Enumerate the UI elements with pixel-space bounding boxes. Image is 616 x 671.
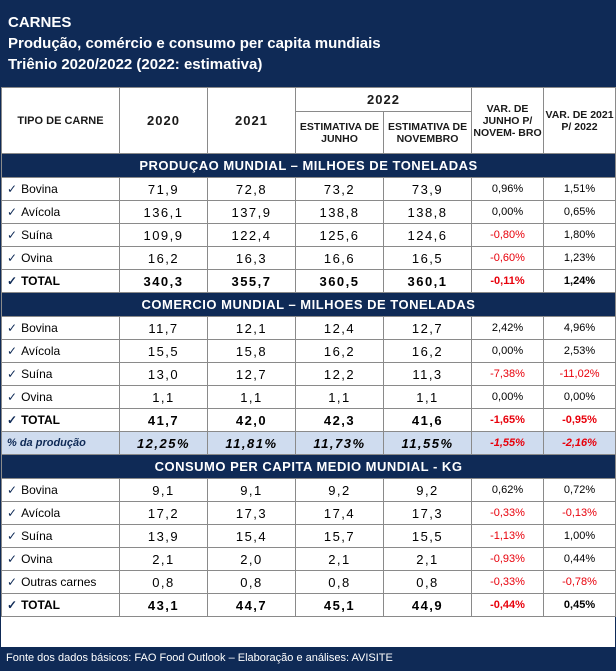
check-icon: ✓ (7, 413, 18, 427)
row-label-cell (2, 432, 120, 455)
table-row (2, 525, 616, 548)
value-jun: 17,4 (296, 502, 384, 525)
section-title: COMERCIO MUNDIAL – MILHOES DE TONELADAS (2, 293, 616, 317)
value-v2020: 13,9 (120, 525, 208, 548)
header-var-junho: VAR. DE JUNHO P/ NOVEM- BRO (472, 88, 544, 154)
value-v2021: 11,81% (208, 432, 296, 455)
row-label-cell (2, 525, 120, 548)
section-header-row (2, 154, 616, 178)
row-label: % da produção (7, 437, 86, 449)
value-nov: 11,3 (384, 363, 472, 386)
value-jun: 42,3 (296, 409, 384, 432)
check-icon: ✓ (7, 598, 18, 612)
row-label: Avícola (21, 205, 61, 219)
pct-var-2021: 1,00% (544, 525, 616, 548)
value-nov: 124,6 (384, 224, 472, 247)
row-label: Bovina (21, 321, 58, 335)
header-2022: 2022 (296, 88, 472, 112)
value-nov: 15,5 (384, 525, 472, 548)
row-label-cell (2, 201, 120, 224)
row-label: Ovina (21, 390, 53, 404)
value-jun: 0,8 (296, 571, 384, 594)
value-jun: 125,6 (296, 224, 384, 247)
value-v2020: 2,1 (120, 548, 208, 571)
value-jun: 45,1 (296, 594, 384, 617)
value-jun: 12,4 (296, 317, 384, 340)
value-nov: 16,5 (384, 247, 472, 270)
check-icon: ✓ (7, 251, 18, 265)
table-row (2, 178, 616, 201)
pct-var-jun: -0,11% (472, 270, 544, 293)
row-label: Bovina (21, 182, 58, 196)
value-v2020: 15,5 (120, 340, 208, 363)
value-nov: 17,3 (384, 502, 472, 525)
pct-var-2021: 1,51% (544, 178, 616, 201)
pct-var-jun: 0,00% (472, 201, 544, 224)
row-label-cell (2, 386, 120, 409)
value-nov: 360,1 (384, 270, 472, 293)
row-label-cell (2, 409, 120, 432)
table-row (2, 224, 616, 247)
pct-var-2021: 0,65% (544, 201, 616, 224)
value-nov: 41,6 (384, 409, 472, 432)
value-v2020: 11,7 (120, 317, 208, 340)
pct-var-jun: -7,38% (472, 363, 544, 386)
header-row-1 (2, 88, 616, 112)
header-var-2021: VAR. DE 2021 P/ 2022 (544, 88, 616, 154)
pct-var-jun: 0,96% (472, 178, 544, 201)
value-jun: 11,73% (296, 432, 384, 455)
check-icon: ✓ (7, 390, 18, 404)
value-jun: 9,2 (296, 479, 384, 502)
value-nov: 73,9 (384, 178, 472, 201)
value-jun: 1,1 (296, 386, 384, 409)
pct-var-jun: -1,13% (472, 525, 544, 548)
value-nov: 9,2 (384, 479, 472, 502)
row-label: Ovina (21, 251, 53, 265)
pct-var-2021: 0,72% (544, 479, 616, 502)
pct-var-2021: -11,02% (544, 363, 616, 386)
value-v2021: 9,1 (208, 479, 296, 502)
pct-var-jun: -0,93% (472, 548, 544, 571)
pct-var-2021: 4,96% (544, 317, 616, 340)
value-v2020: 71,9 (120, 178, 208, 201)
header-est-junho: ESTIMATIVA DE JUNHO (296, 112, 384, 154)
value-v2021: 44,7 (208, 594, 296, 617)
row-label: Outras carnes (21, 575, 97, 589)
row-label: Suína (21, 367, 53, 381)
value-v2021: 15,4 (208, 525, 296, 548)
row-label-cell (2, 247, 120, 270)
table-row (2, 502, 616, 525)
table-row (2, 548, 616, 571)
value-v2020: 1,1 (120, 386, 208, 409)
header-2020: 2020 (120, 88, 208, 154)
pct-var-jun: -0,33% (472, 502, 544, 525)
pct-var-jun: -0,60% (472, 247, 544, 270)
value-nov: 44,9 (384, 594, 472, 617)
table-row (2, 386, 616, 409)
pct-var-jun: 0,62% (472, 479, 544, 502)
check-icon: ✓ (7, 344, 18, 358)
pct-var-jun: -0,80% (472, 224, 544, 247)
value-v2021: 15,8 (208, 340, 296, 363)
pct-var-jun: 0,00% (472, 386, 544, 409)
check-icon: ✓ (7, 321, 18, 335)
pct-var-2021: 0,44% (544, 548, 616, 571)
value-jun: 16,6 (296, 247, 384, 270)
row-label-cell (2, 548, 120, 571)
check-icon: ✓ (7, 506, 18, 520)
row-label: Suína (21, 529, 53, 543)
pct-var-2021: -0,95% (544, 409, 616, 432)
value-v2020: 41,7 (120, 409, 208, 432)
title-block (1, 1, 615, 87)
source-footer: Fonte dos dados básicos: FAO Food Outlook – Elaboração e análises: AVISITE (1, 647, 615, 670)
pct-var-2021: 1,24% (544, 270, 616, 293)
row-label-cell (2, 502, 120, 525)
value-v2021: 17,3 (208, 502, 296, 525)
check-icon: ✓ (7, 483, 18, 497)
row-label-cell (2, 178, 120, 201)
title-line-2: Produção, comércio e consumo per capita mundiais (8, 35, 381, 52)
value-jun: 15,7 (296, 525, 384, 548)
row-label: TOTAL (21, 413, 60, 427)
value-v2020: 136,1 (120, 201, 208, 224)
value-v2020: 16,2 (120, 247, 208, 270)
value-nov: 1,1 (384, 386, 472, 409)
value-jun: 16,2 (296, 340, 384, 363)
pct-var-jun: -1,65% (472, 409, 544, 432)
section-header-row (2, 455, 616, 479)
value-jun: 12,2 (296, 363, 384, 386)
value-v2021: 42,0 (208, 409, 296, 432)
table-row (2, 247, 616, 270)
value-v2021: 12,7 (208, 363, 296, 386)
value-v2021: 16,3 (208, 247, 296, 270)
value-nov: 2,1 (384, 548, 472, 571)
table-row (2, 201, 616, 224)
value-v2020: 43,1 (120, 594, 208, 617)
value-nov: 0,8 (384, 571, 472, 594)
check-icon: ✓ (7, 205, 18, 219)
value-nov: 16,2 (384, 340, 472, 363)
value-nov: 138,8 (384, 201, 472, 224)
value-v2020: 0,8 (120, 571, 208, 594)
table-row (2, 340, 616, 363)
row-label-cell (2, 270, 120, 293)
value-v2020: 17,2 (120, 502, 208, 525)
total-row (2, 409, 616, 432)
value-v2020: 12,25% (120, 432, 208, 455)
value-v2021: 2,0 (208, 548, 296, 571)
value-v2021: 0,8 (208, 571, 296, 594)
row-label: Bovina (21, 483, 58, 497)
check-icon: ✓ (7, 274, 18, 288)
header-tipo: TIPO DE CARNE (2, 88, 120, 154)
value-jun: 138,8 (296, 201, 384, 224)
row-label-cell (2, 340, 120, 363)
value-v2021: 1,1 (208, 386, 296, 409)
value-v2020: 340,3 (120, 270, 208, 293)
total-row (2, 594, 616, 617)
check-icon: ✓ (7, 228, 18, 242)
value-jun: 2,1 (296, 548, 384, 571)
row-label-cell (2, 363, 120, 386)
pct-var-2021: 0,45% (544, 594, 616, 617)
row-label-cell (2, 317, 120, 340)
pct-var-jun: -0,33% (472, 571, 544, 594)
row-label: TOTAL (21, 598, 60, 612)
check-icon: ✓ (7, 182, 18, 196)
row-label-cell (2, 224, 120, 247)
section-header-row (2, 293, 616, 317)
pct-var-2021: 2,53% (544, 340, 616, 363)
row-label-cell (2, 479, 120, 502)
pct-var-jun: 2,42% (472, 317, 544, 340)
section-title: PRODUÇAO MUNDIAL – MILHOES DE TONELADAS (2, 154, 616, 178)
value-v2020: 9,1 (120, 479, 208, 502)
pct-var-2021: -2,16% (544, 432, 616, 455)
row-label: Ovina (21, 552, 53, 566)
title-line-3: Triênio 2020/2022 (2022: estimativa) (8, 56, 263, 73)
value-nov: 11,55% (384, 432, 472, 455)
pct-var-2021: 1,23% (544, 247, 616, 270)
check-icon: ✓ (7, 367, 18, 381)
value-jun: 360,5 (296, 270, 384, 293)
row-label: Suína (21, 228, 53, 242)
value-v2021: 137,9 (208, 201, 296, 224)
row-label-cell (2, 571, 120, 594)
table-row (2, 363, 616, 386)
total-row (2, 270, 616, 293)
section-title: CONSUMO PER CAPITA MEDIO MUNDIAL - KG (2, 455, 616, 479)
row-label: TOTAL (21, 274, 60, 288)
pct-var-2021: -0,78% (544, 571, 616, 594)
check-icon: ✓ (7, 575, 18, 589)
row-label: Avícola (21, 506, 61, 520)
value-nov: 12,7 (384, 317, 472, 340)
pct-var-jun: 0,00% (472, 340, 544, 363)
meat-table (1, 87, 616, 617)
value-v2020: 109,9 (120, 224, 208, 247)
table-row (2, 571, 616, 594)
pct-var-2021: -0,13% (544, 502, 616, 525)
pct-var-jun: -0,44% (472, 594, 544, 617)
value-jun: 73,2 (296, 178, 384, 201)
row-label-cell (2, 594, 120, 617)
table-row (2, 479, 616, 502)
value-v2021: 355,7 (208, 270, 296, 293)
value-v2021: 12,1 (208, 317, 296, 340)
row-label: Avícola (21, 344, 61, 358)
header-est-novembro: ESTIMATIVA DE NOVEMBRO (384, 112, 472, 154)
pct-var-2021: 1,80% (544, 224, 616, 247)
header-2021: 2021 (208, 88, 296, 154)
pct-var-jun: -1,55% (472, 432, 544, 455)
percent-row (2, 432, 616, 455)
pct-var-2021: 0,00% (544, 386, 616, 409)
value-v2021: 72,8 (208, 178, 296, 201)
check-icon: ✓ (7, 529, 18, 543)
value-v2020: 13,0 (120, 363, 208, 386)
title-line-1: CARNES (8, 14, 72, 31)
check-icon: ✓ (7, 552, 18, 566)
value-v2021: 122,4 (208, 224, 296, 247)
table-row (2, 317, 616, 340)
